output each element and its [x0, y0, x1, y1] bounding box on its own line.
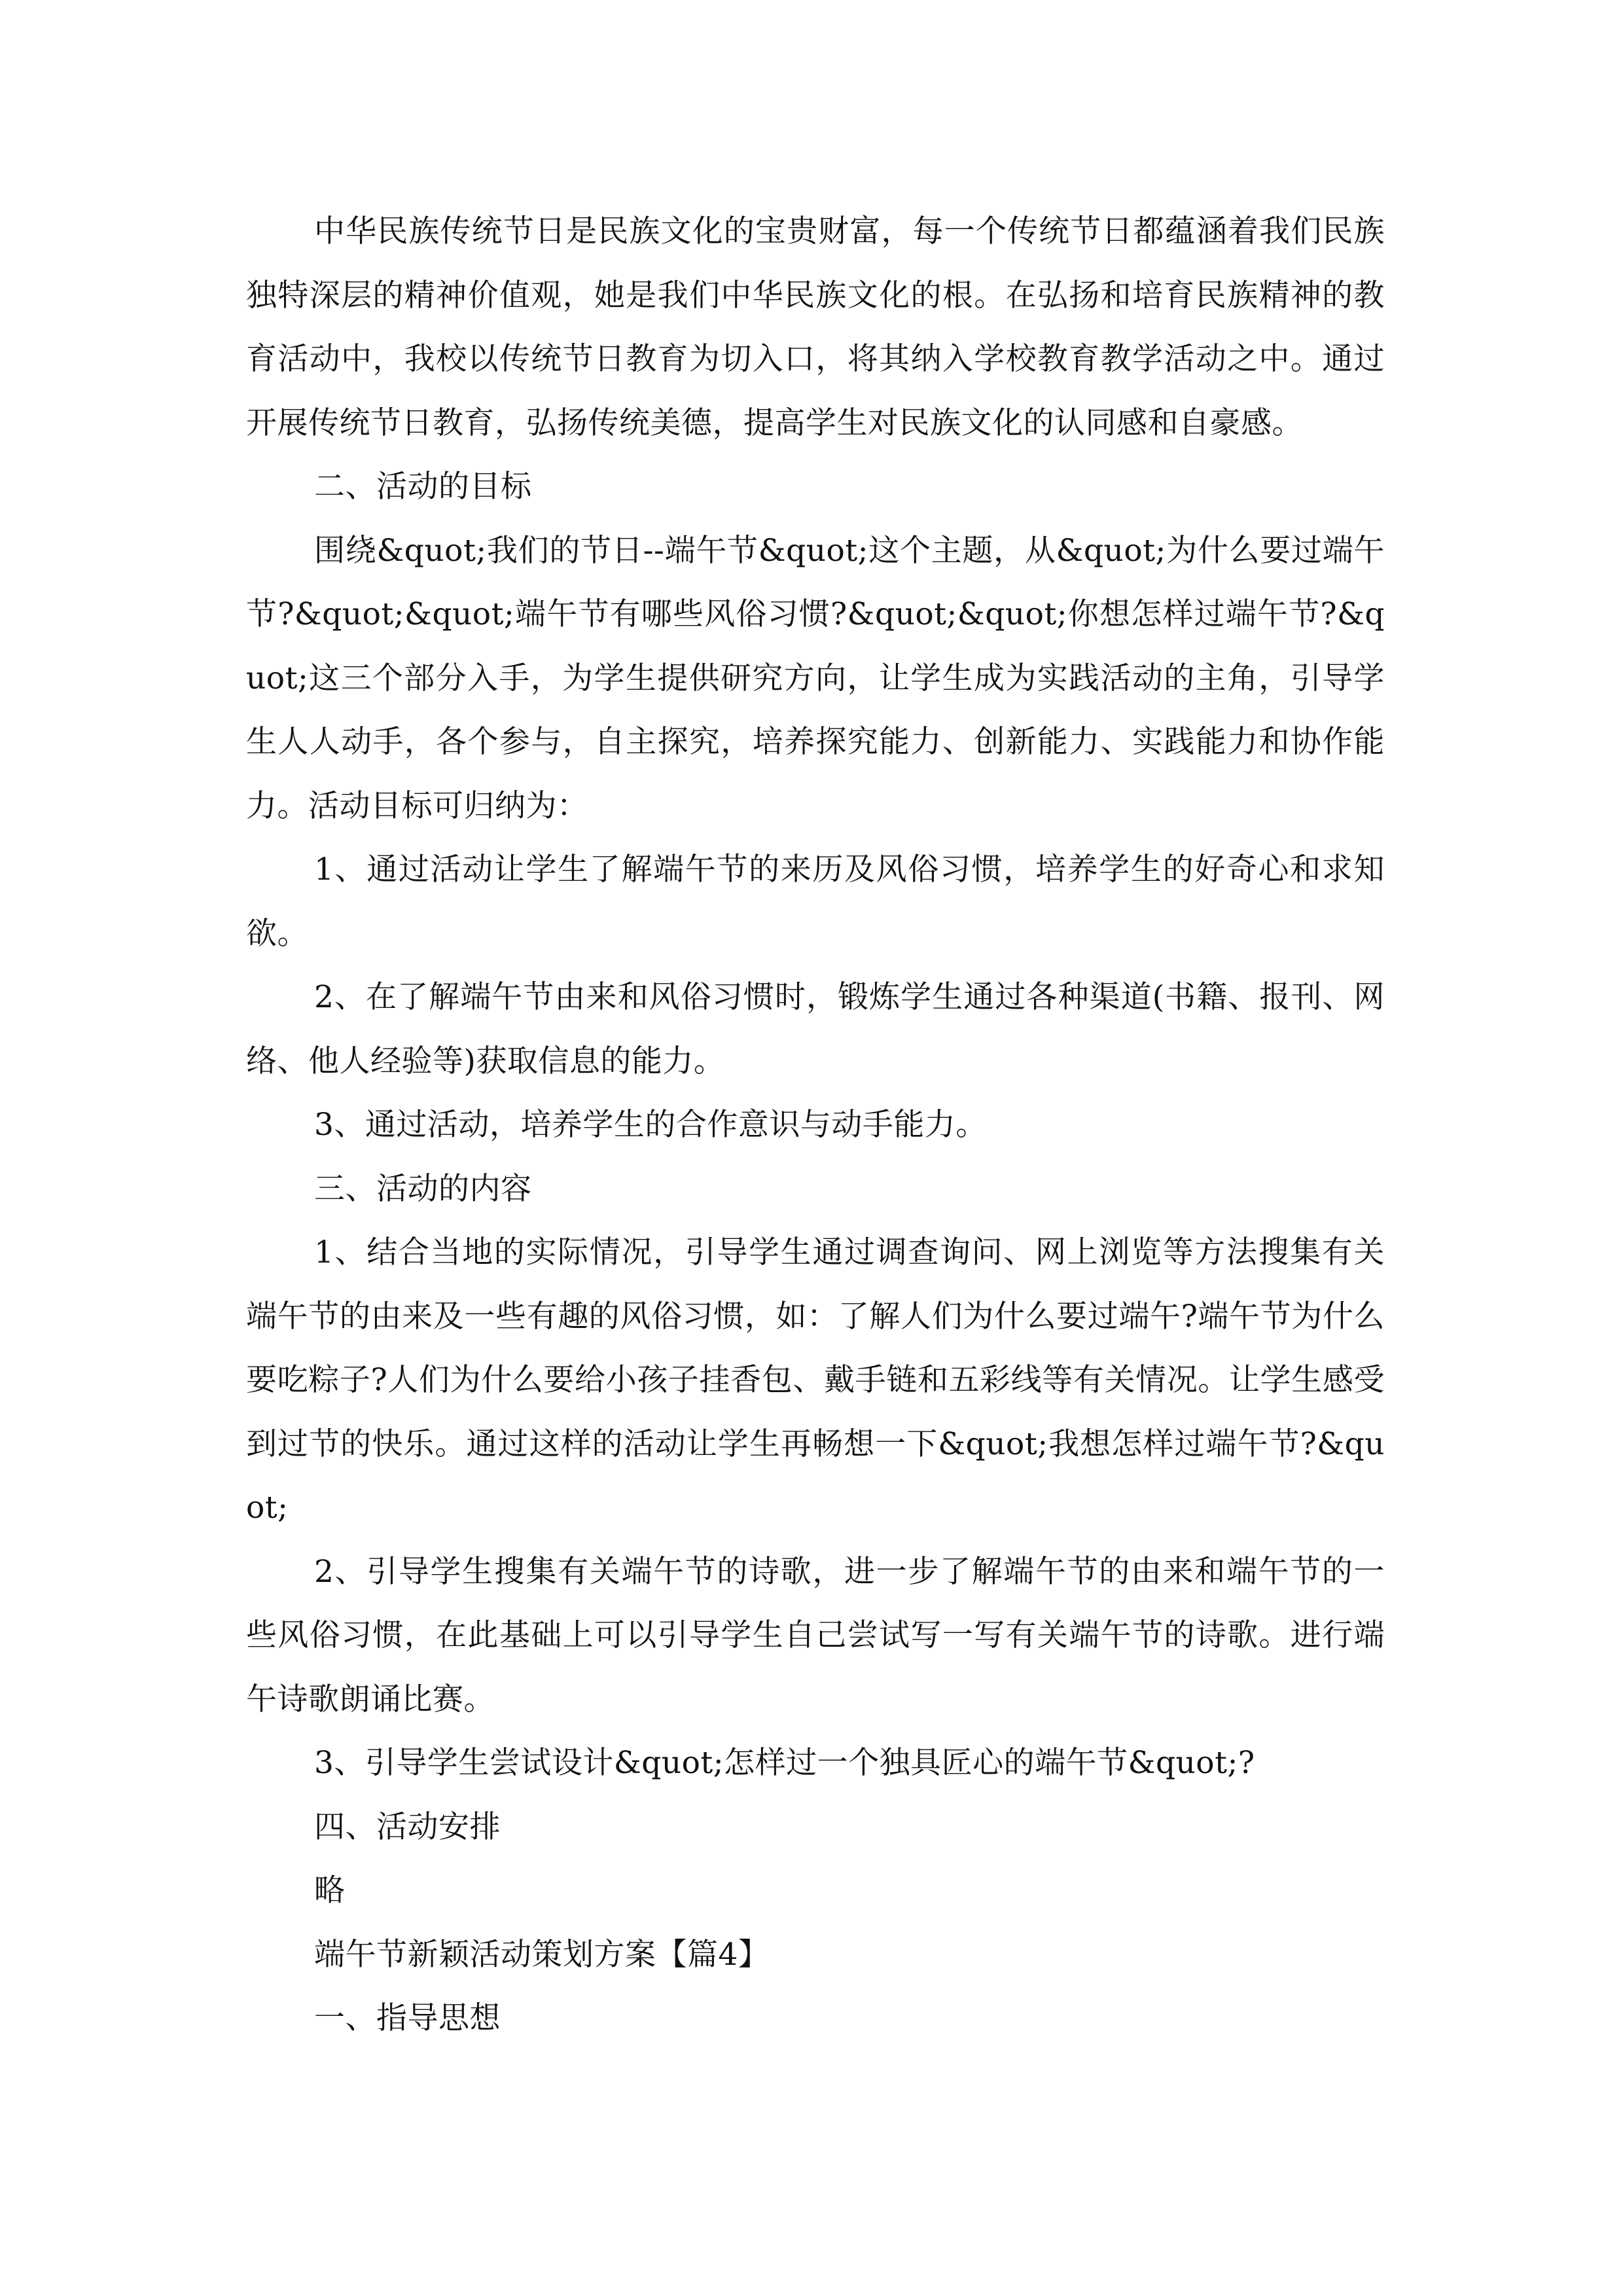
section-heading-goals: 二、活动的目标	[314, 469, 532, 505]
document-body	[246, 200, 1385, 2051]
schedule-omitted: 略	[314, 1873, 346, 1909]
goal-item-3: 3、通过活动，培养学生的合作意识与动手能力。	[314, 1107, 987, 1143]
plan-title: 端午节新颖活动策划方案【篇4】	[314, 1936, 770, 1973]
content-item-1: 1、结合当地的实际情况，引导学生通过调查询问、网上浏览等方法搜集有关端午节的由来及一些有趣的风俗习惯，如：了解人们为什么要过端午?端午节为什么要吃粽子?人们为什么要给小孩子挂香包、戴手链和五彩线等有关情况。让学生感受到过节的快乐。通过这样的活动让学生再畅想一下&quot;我想怎样过端午节?&quot;	[246, 1234, 1385, 1526]
intro-paragraph: 中华民族传统节日是民族文化的宝贵财富，每一个传统节日都蕴涵着我们民族独特深层的精神价值观，她是我们中华民族文化的根。在弘扬和培育民族精神的教育活动中，我校以传统节日教育为切入口，将其纳入学校教育教学活动之中。通过开展传统节日教育，弘扬传统美德，提高学生对民族文化的认同感和自豪感。	[246, 213, 1385, 441]
goal-item-2: 2、在了解端午节由来和风俗习惯时，锻炼学生通过各种渠道(书籍、报刊、网络、他人经验等)获取信息的能力。	[246, 979, 1385, 1079]
content-item-2: 2、引导学生搜集有关端午节的诗歌，进一步了解端午节的由来和端午节的一些风俗习惯，在此基础上可以引导学生自己尝试写一写有关端午节的诗歌。进行端午诗歌朗诵比赛。	[246, 1553, 1385, 1717]
goal-item-1: 1、通过活动让学生了解端午节的来历及风俗习惯，培养学生的好奇心和求知欲。	[246, 852, 1385, 952]
section-heading-guiding-ideology: 一、指导思想	[314, 2000, 501, 2036]
content-item-3: 3、引导学生尝试设计&quot;怎样过一个独具匠心的端午节&quot;?	[314, 1745, 1255, 1781]
section-heading-content: 三、活动的内容	[314, 1170, 532, 1207]
goals-paragraph: 围绕&quot;我们的节日--端午节&quot;这个主题，从&quot;为什么要过端午节?&quot;&quot;端午节有哪些风俗习惯?&quot;&quot;你想怎样过端午节?&quot;这三个部分入手，为学生提供研究方向，让学生成为实践活动的主角，引导学生人人动手，各个参与，自主探究，培养探究能力、创新能力、实践能力和协作能力。活动目标可归纳为：	[246, 532, 1385, 824]
section-heading-schedule: 四、活动安排	[314, 1808, 501, 1845]
